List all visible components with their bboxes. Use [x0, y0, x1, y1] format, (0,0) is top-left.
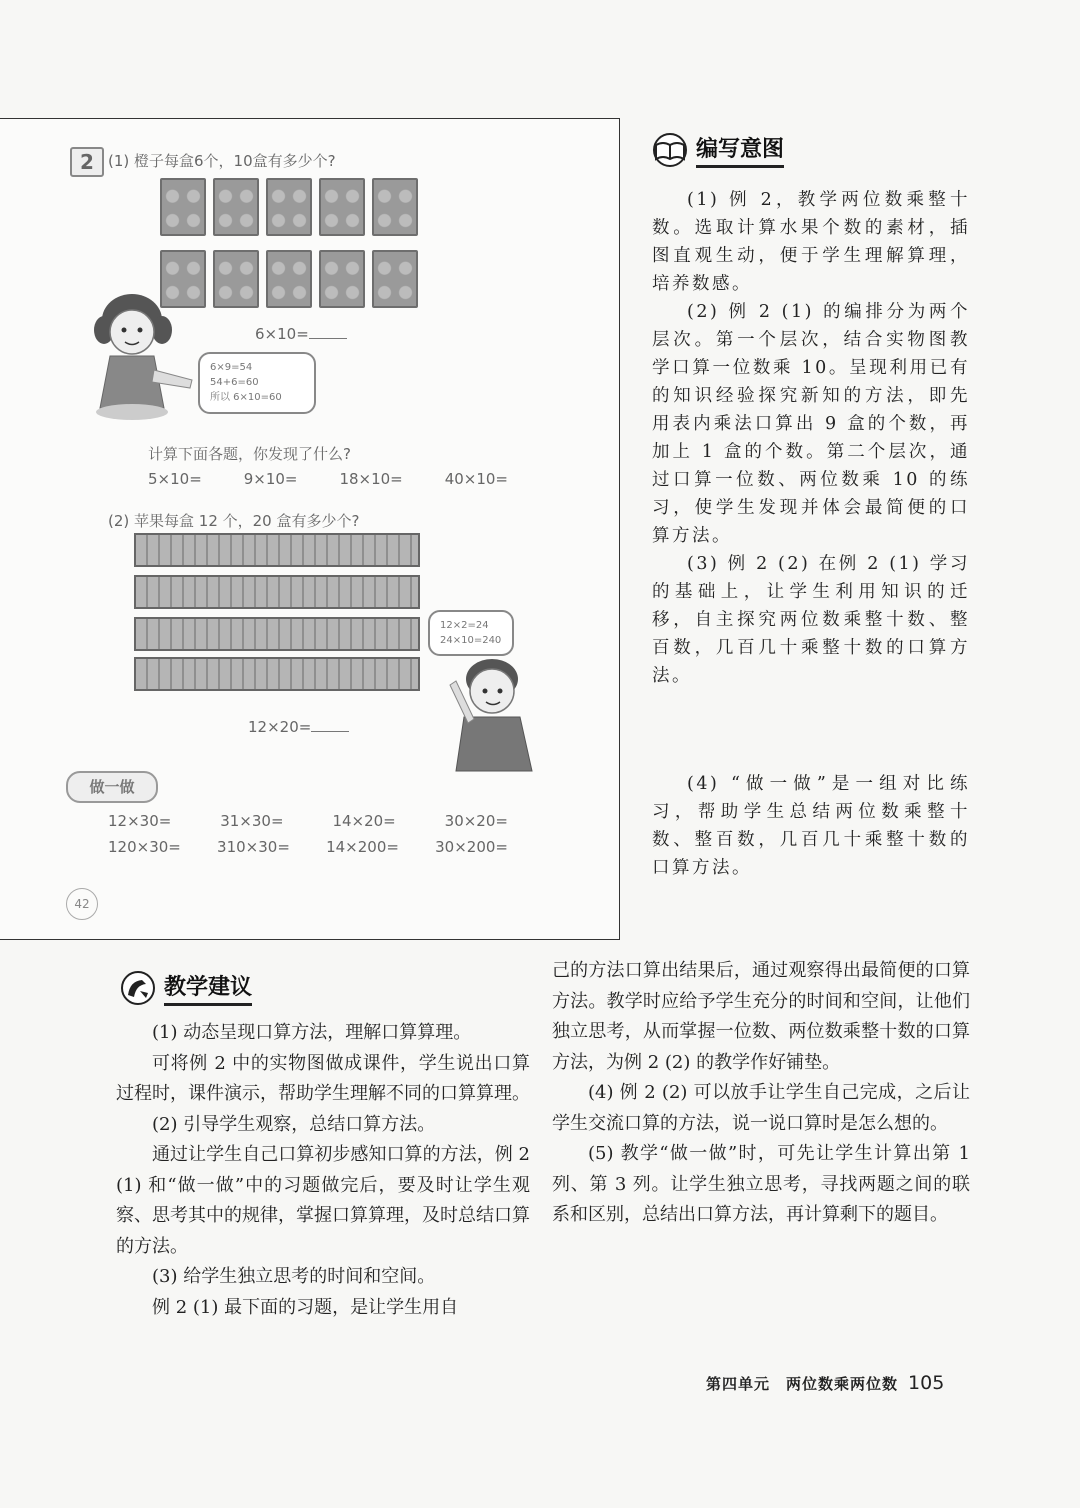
boy-speech-bubble [428, 610, 514, 656]
practice-item: 30×200= [435, 838, 508, 856]
intent-header [650, 132, 784, 168]
suggestions-left-column [116, 1018, 530, 1323]
unit-title: 第四单元 两位数乘两位数 [706, 1375, 899, 1393]
textbook-page-number: 42 [66, 888, 98, 920]
suggestion-paragraph: (3) 给学生独立思考的时间和空间。 [152, 1266, 436, 1287]
calc-item: 40×10= [444, 470, 508, 488]
calc-item: 9×10= [243, 470, 298, 488]
intent-paragraph: (4) “做一做”是一组对比练习，帮助学生总结两位数乘整十数、整百数，几百几十乘整十数的口算方法。 [652, 774, 970, 878]
suggestions-right-column [552, 956, 970, 1231]
example-number-badge: 2 [70, 147, 104, 177]
practice-item: 14×20= [332, 812, 396, 830]
equation-1: 6×10= [255, 325, 347, 343]
open-book-icon [650, 133, 690, 167]
practice-item: 30×20= [444, 812, 508, 830]
practice-row-2 [108, 838, 508, 856]
boy-illustration [440, 655, 540, 773]
girl-illustration [92, 290, 202, 420]
girl-speech-bubble [198, 352, 316, 414]
suggestion-paragraph: (1) 动态呈现口算方法，理解口算算理。 [152, 1022, 472, 1043]
suggestion-paragraph: 己的方法口算出结果后，通过观察得出最简便的口算方法。教学时应给予学生充分的时间和空间，让他们独立思考，从而掌握一位数、两位数乘整十数的口算方法，为例 2 (2) 的教学作好铺垫。 [552, 960, 970, 1073]
intent-paragraph: (3) 例 2 (2) 在例 2 (1) 学习的基础上，让学生利用知识的迁移，自主探究两位数乘整十数、整百数，几百几十乘整十数的口算方法。 [652, 554, 970, 686]
intent-paragraph: (1) 例 2，教学两位数乘整十数。选取计算水果个数的素材，插图直观生动，便于学生理解算理，培养数感。 [652, 190, 970, 294]
calc-prompt: 计算下面各题，你发现了什么? [148, 445, 351, 463]
page-number: 105 [908, 1372, 945, 1394]
calc-item: 18×10= [339, 470, 403, 488]
suggestion-paragraph: (2) 引导学生观察，总结口算方法。 [152, 1113, 436, 1135]
practice-item: 310×30= [217, 838, 290, 856]
suggestion-paragraph: 通过让学生自己口算初步感知口算的方法，例 2 (1) 和“做一做”中的习题做完后，要及时让学生观察、思考其中的规律，掌握口算算理，及时总结口算的方法。 [116, 1144, 530, 1257]
bubble-line: 6×9=54 [210, 362, 253, 373]
practice-row-1 [108, 812, 508, 830]
question-1: (1) 橙子每盒6个，10盒有多少个? [108, 152, 336, 170]
page-footer [706, 1372, 944, 1394]
apple-trays-illustration [134, 533, 420, 695]
teaching-icon [118, 971, 158, 1005]
bubble-line: 所以 6×10=60 [210, 392, 282, 403]
bubble-line: 24×10=240 [440, 635, 502, 646]
practice-item: 120×30= [108, 838, 181, 856]
calc-item: 5×10= [148, 470, 202, 488]
suggestion-paragraph: (4) 例 2 (2) 可以放手让学生自己完成，之后让学生交流口算的方法，说一说口算时是怎么想的。 [552, 1082, 970, 1134]
bubble-line: 12×2=24 [440, 620, 489, 631]
bubble-line: 54+6=60 [210, 377, 259, 388]
intent-paragraph: (2) 例 2 (1) 的编排分为两个层次。第一个层次，结合实物图教学口算一位数乘 10。呈现利用已有的知识经验探究新知的方法，即先用表内乘法口算出 9 盒的个数，再加上 1 盒的个数。第二个层次，通过口算一位数、两位数乘 10 的练习，使学生发现并体会最简便的口算方法。 [652, 302, 970, 546]
suggestion-paragraph: (5) 教学“做一做”时，可先让学生计算出第 1 列、第 3 列。让学生独立思考，寻找两题之间的联系和区别，总结出口算方法，再计算剩下的题目。 [552, 1143, 970, 1225]
suggestions-title: 教学建议 [164, 970, 252, 1006]
intent-title: 编写意图 [696, 132, 784, 168]
calc-items [148, 470, 508, 488]
practice-item: 14×200= [326, 838, 399, 856]
practice-item: 31×30= [220, 812, 284, 830]
suggestion-paragraph: 可将例 2 中的实物图做成课件，学生说出口算过程时，课件演示，帮助学生理解不同的口算算理。 [116, 1052, 530, 1104]
question-2: (2) 苹果每盒 12 个，20 盒有多少个? [108, 512, 360, 530]
intent-body [652, 186, 970, 690]
equation-2: 12×20= [248, 718, 349, 736]
practice-title: 做一做 [89, 778, 135, 796]
intent-paragraph-4 [652, 770, 970, 882]
practice-item: 12×30= [108, 812, 172, 830]
suggestion-paragraph: 例 2 (1) 最下面的习题，是让学生用自 [152, 1296, 459, 1318]
practice-label [66, 771, 158, 803]
suggestions-header [118, 970, 252, 1006]
